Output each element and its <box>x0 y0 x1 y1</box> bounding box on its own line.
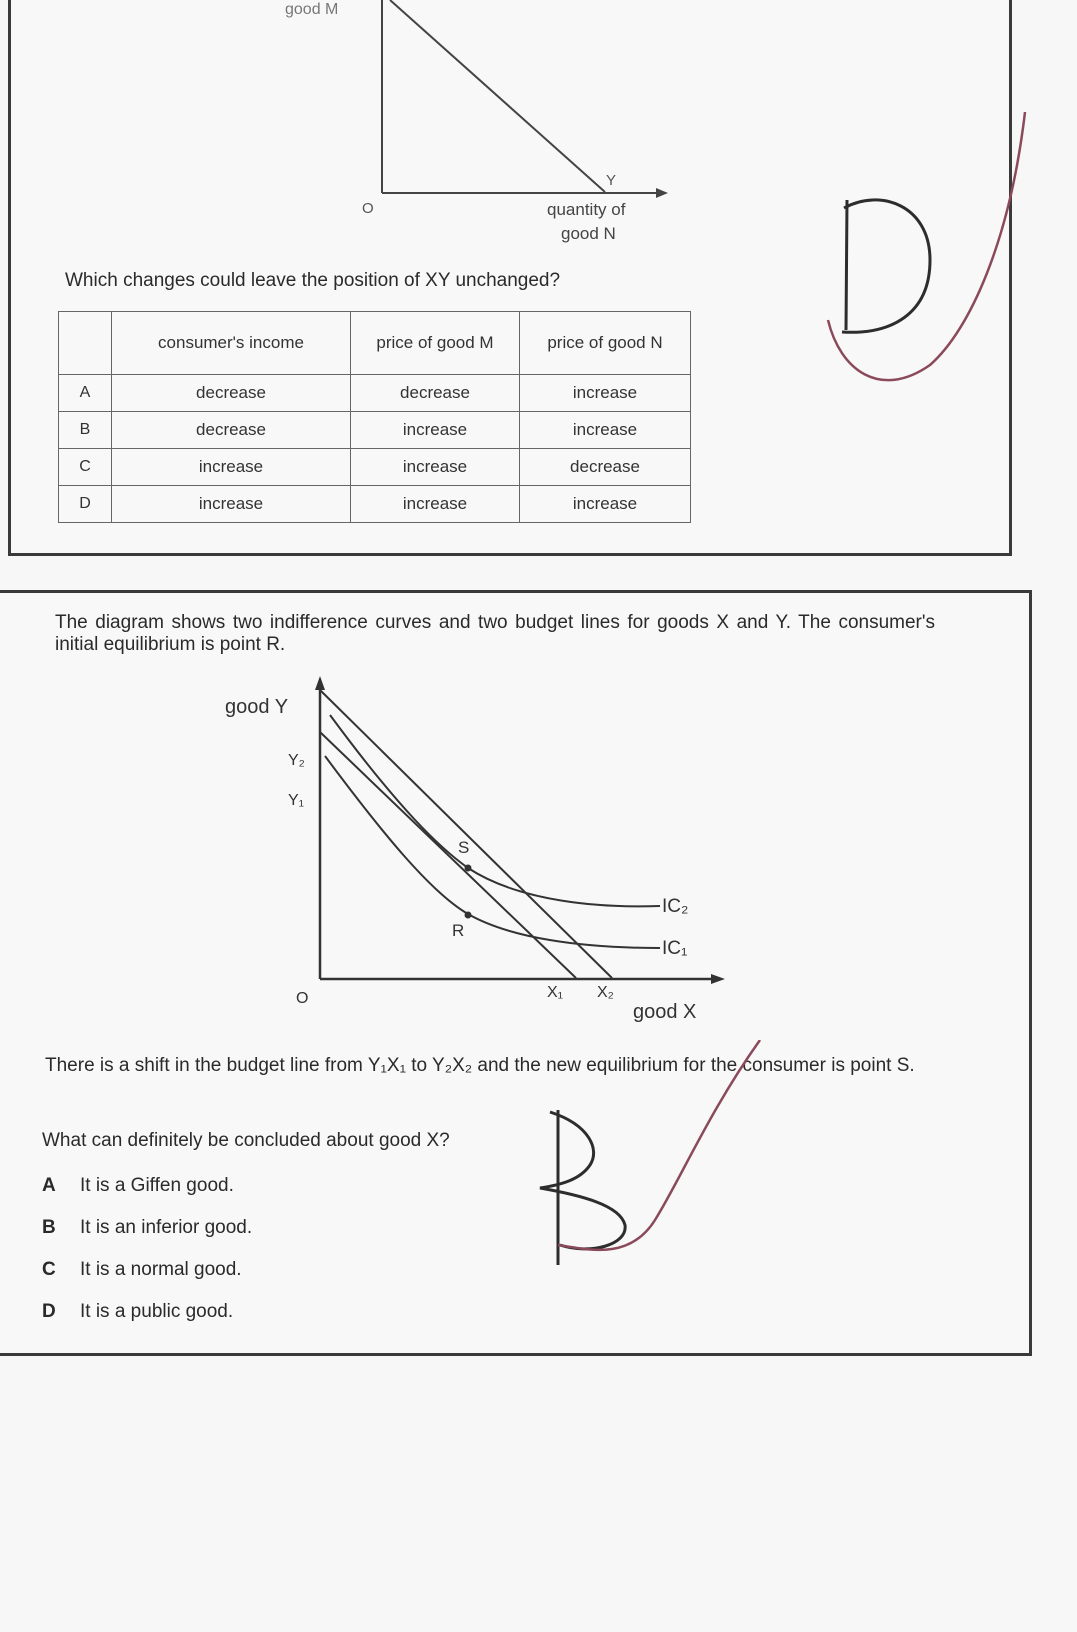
option-a[interactable] <box>42 1175 234 1197</box>
option-text: It is a Giffen good. <box>80 1175 234 1196</box>
q2-point-s-label: S <box>458 838 470 857</box>
row-income: decrease <box>112 375 351 412</box>
row-price-n: increase <box>520 486 691 523</box>
q2-origin-label: O <box>296 990 309 1007</box>
q2-question: What can definitely be concluded about good X? <box>42 1130 450 1151</box>
table-header-price-m: price of good M <box>351 312 520 375</box>
q2-x1-label: X₁ <box>547 984 564 1001</box>
q2-y-arrowhead <box>315 676 325 690</box>
q2-budget-line-y2x2 <box>320 690 612 978</box>
q2-ic2-curve <box>330 715 660 906</box>
row-income: decrease <box>112 412 351 449</box>
q1-origin-label: O <box>362 200 374 217</box>
table-row <box>59 486 691 523</box>
q2-statement: There is a shift in the budget line from Y₁X₁ to Y₂X₂ and the new equilibrium for the consumer is point S. <box>45 1055 915 1076</box>
table-row <box>59 375 691 412</box>
row-letter: C <box>59 449 112 486</box>
q2-intro: The diagram shows two indifference curves and two budget lines for goods X and Y. The consumer's initial equilibrium is point R. <box>55 612 935 655</box>
q2-point-r-label: R <box>452 921 465 940</box>
option-text: It is a normal good. <box>80 1259 242 1280</box>
option-letter: C <box>42 1259 56 1280</box>
table-row <box>59 449 691 486</box>
option-text: It is an inferior good. <box>80 1217 253 1238</box>
q1-budget-line-figure <box>260 0 690 245</box>
q2-ic2-label: IC₂ <box>662 896 689 917</box>
q2-x2-label: X₂ <box>597 984 614 1001</box>
row-price-n: decrease <box>520 449 691 486</box>
q1-handwritten-answer-d <box>820 100 1040 390</box>
q1-question: Which changes could leave the position of XY unchanged? <box>65 270 561 291</box>
q2-ic1-label: IC₁ <box>662 938 688 959</box>
q2-y1-label: Y₁ <box>288 792 305 809</box>
row-price-n: increase <box>520 375 691 412</box>
row-price-m: decrease <box>351 375 520 412</box>
row-letter: A <box>59 375 112 412</box>
q1-x-arrowhead <box>656 188 668 198</box>
q2-handwritten-answer-b <box>530 1040 790 1270</box>
option-c[interactable] <box>42 1259 242 1281</box>
option-letter: A <box>42 1175 56 1196</box>
option-d[interactable] <box>42 1301 233 1323</box>
table-row <box>59 412 691 449</box>
row-letter: D <box>59 486 112 523</box>
q2-point-s-dot <box>465 865 472 872</box>
q2-x-axis-label: good X <box>633 1001 697 1023</box>
row-income: increase <box>112 486 351 523</box>
q2-indifference-diagram <box>200 670 740 1030</box>
q1-x-axis-label-1: quantity of <box>547 200 626 219</box>
q1-options-table <box>58 311 691 523</box>
row-price-m: increase <box>351 449 520 486</box>
q1-x-axis-label-2: good N <box>561 224 616 243</box>
q2-point-r-dot <box>465 912 472 919</box>
table-header-income: consumer's income <box>112 312 351 375</box>
q1-y-axis-label: good M <box>285 1 339 18</box>
row-price-m: increase <box>351 486 520 523</box>
row-income: increase <box>112 449 351 486</box>
q2-y2-label: Y₂ <box>288 752 305 769</box>
q1-point-y-label: Y <box>606 172 617 189</box>
table-header-price-n: price of good N <box>520 312 691 375</box>
row-price-n: increase <box>520 412 691 449</box>
table-header-blank <box>59 312 112 375</box>
option-letter: B <box>42 1217 56 1238</box>
option-b[interactable] <box>42 1217 252 1239</box>
table-header-row <box>59 312 691 375</box>
row-price-m: increase <box>351 412 520 449</box>
option-text: It is a public good. <box>80 1301 234 1322</box>
q2-budget-line-y1x1 <box>320 732 576 978</box>
option-letter: D <box>42 1301 56 1322</box>
q1-budget-line-xy <box>390 0 605 192</box>
row-letter: B <box>59 412 112 449</box>
q2-y-axis-label: good Y <box>225 696 289 718</box>
q2-x-arrowhead <box>711 974 725 984</box>
